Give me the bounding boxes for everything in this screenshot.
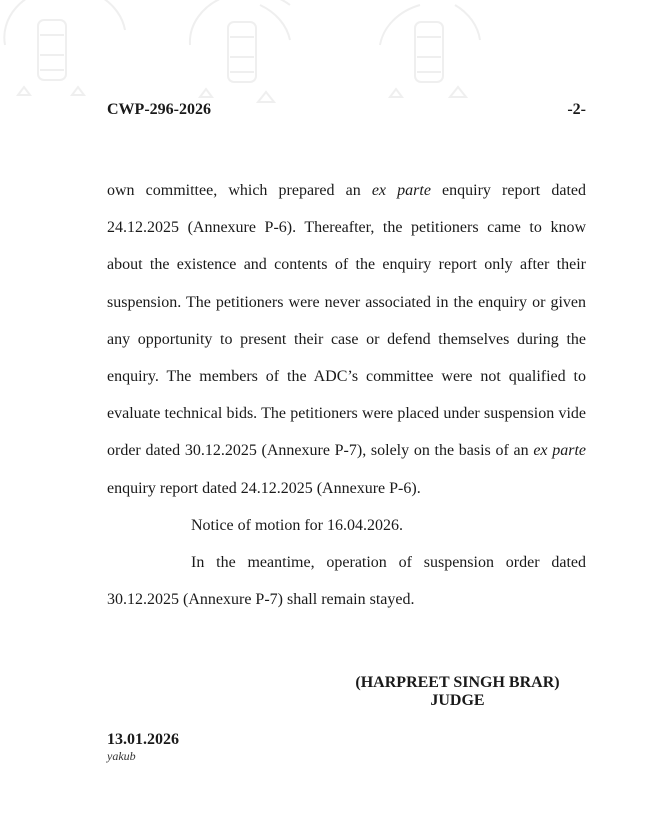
judge-title: JUDGE [430, 692, 485, 709]
page-number: -2- [567, 101, 586, 118]
paragraph-notice: Notice of motion for 16.04.2026. [191, 516, 403, 534]
case-number: CWP-296-2026 [107, 101, 211, 118]
paragraph-stay-order: In the meantime, operation of suspension order dated 30.12.2025 (Annexure P-7) shall remain stayed. [107, 554, 586, 609]
court-emblem-icon [190, 0, 290, 102]
order-date: 13.01.2026 [107, 731, 179, 748]
italic-term: ex parte [533, 442, 586, 460]
court-emblem-icon [380, 5, 480, 97]
watermark [0, 0, 661, 110]
court-emblem-icon [4, 0, 125, 95]
page-header [107, 100, 586, 120]
paragraph-facts [107, 172, 586, 507]
text-run: own committee, which prepared an [107, 182, 372, 199]
text-run: enquiry report dated 24.12.2025 (Annexure P-6). [107, 479, 421, 497]
italic-term: ex parte [371, 182, 431, 199]
signature-block [340, 674, 575, 710]
clerk-initials: yakub [107, 749, 136, 763]
order-body [107, 172, 586, 618]
judge-name: (HARPREET SINGH BRAR) [355, 674, 560, 691]
text-run: enquiry report dated 24.12.2025 (Annexure P-6). Thereafter, the petitioners came to know about the existence and contents of the enquiry report only after their suspension. The petitioners were never associated in the enquiry or given any opportunity to present their case or defend themselves during the enquiry. The members of the ADC’s committee were not qualified to evaluate technical bids. The petitioners were placed under suspension vide order dated 30.12.2025 (Annexure P-7), solely on the basis of an [107, 182, 586, 460]
